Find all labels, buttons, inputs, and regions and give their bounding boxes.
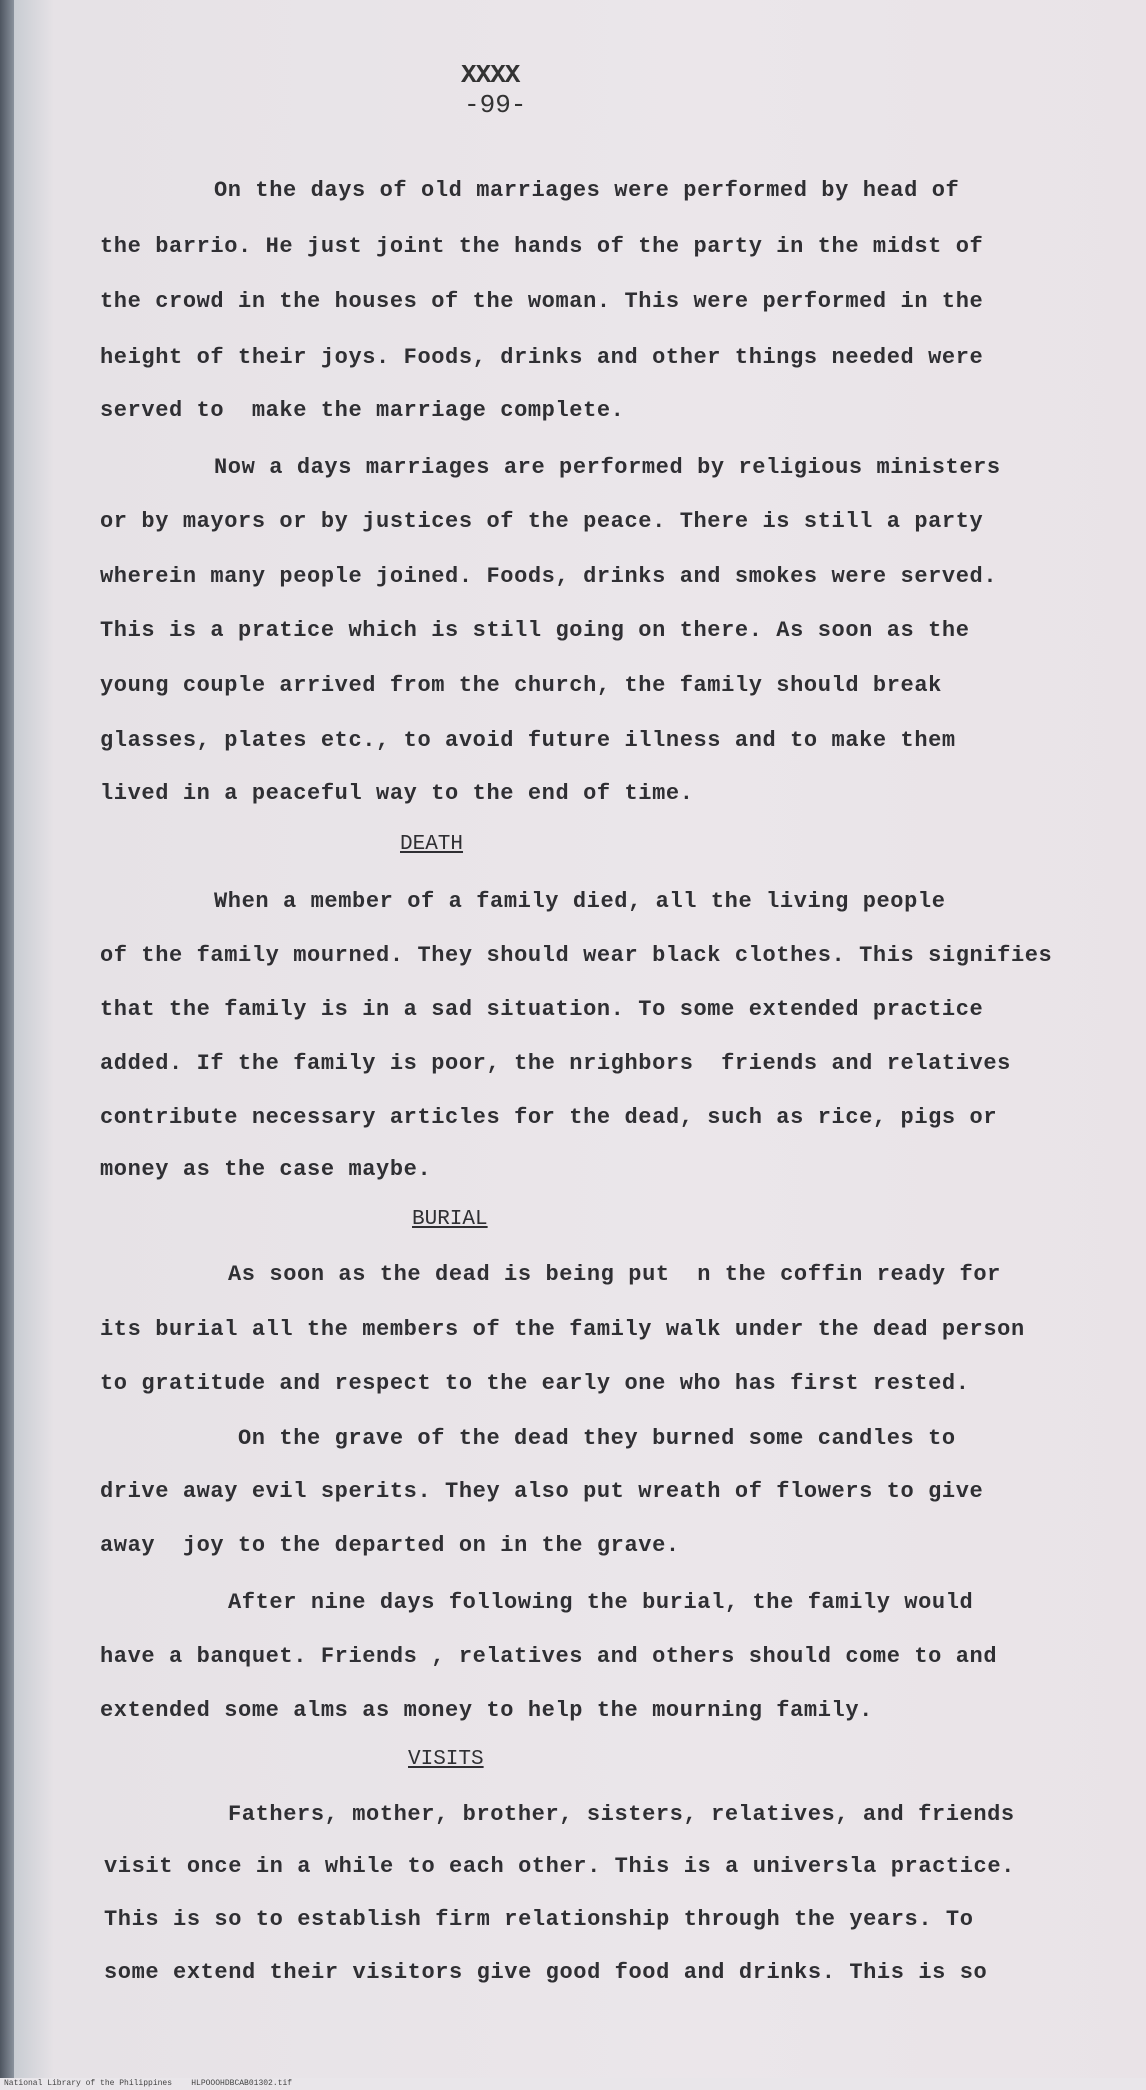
heading-death: DEATH (400, 833, 464, 856)
text-line: Fathers, mother, brother, sisters, relatives, and friends (228, 1802, 1015, 1827)
text-line: some extend their visitors give good food and drinks. This is so (104, 1960, 988, 1985)
text-line: Now a days marriages are performed by religious ministers (214, 455, 1001, 480)
text-line: added. If the family is poor, the nrighbors friends and relatives (100, 1051, 1011, 1076)
text-line: This is a pratice which is still going on there. As soon as the (100, 618, 970, 643)
text-line: On the grave of the dead they burned some candles to (238, 1426, 956, 1451)
text-line: This is so to establish firm relationship through the years. To (104, 1907, 974, 1932)
text-line: drive away evil sperits. They also put wreath of flowers to give (100, 1479, 984, 1504)
text-line: visit once in a while to each other. This is a universla practice. (104, 1854, 1015, 1879)
heading-burial: BURIAL (412, 1208, 488, 1231)
text-line: or by mayors or by justices of the peace. There is still a party (100, 509, 984, 534)
document-page (14, 0, 1146, 2078)
text-line: On the days of old marriages were performed by head of (214, 178, 960, 203)
text-line: the crowd in the houses of the woman. This were performed in the (100, 289, 984, 314)
text-line: glasses, plates etc., to avoid future illness and to make them (100, 728, 956, 753)
archive-footer: National Library of the Philippines HLPOOOHDBCAB01302.tif (0, 2078, 1146, 2090)
text-line: After nine days following the burial, the family would (228, 1590, 974, 1615)
text-line: that the family is in a sad situation. To some extended practice (100, 997, 984, 1022)
book-spine (0, 0, 14, 2090)
text-line: wherein many people joined. Foods, drinks and smokes were served. (100, 564, 998, 589)
text-line: lived in a peaceful way to the end of time. (100, 781, 694, 806)
heading-visits: VISITS (408, 1748, 484, 1771)
text-line: have a banquet. Friends , relatives and others should come to and (100, 1644, 998, 1669)
text-line: its burial all the members of the family walk under the dead person (100, 1317, 1025, 1342)
text-line: young couple arrived from the church, the family should break (100, 673, 942, 698)
text-line: height of their joys. Foods, drinks and other things needed were (100, 345, 984, 370)
text-line: When a member of a family died, all the living people (214, 889, 946, 914)
text-line: money as the case maybe. (100, 1157, 432, 1182)
text-line: extended some alms as money to help the mourning family. (100, 1698, 873, 1723)
page-number: -99- (464, 90, 527, 120)
text-line: the barrio. He just joint the hands of the party in the midst of (100, 234, 984, 259)
text-line: served to make the marriage complete. (100, 398, 625, 423)
crossed-out-marks: XXXX (461, 60, 520, 90)
text-line: to gratitude and respect to the early one who has first rested. (100, 1371, 970, 1396)
text-line: away joy to the departed on in the grave. (100, 1533, 680, 1558)
text-line: As soon as the dead is being put n the coffin ready for (228, 1262, 1001, 1287)
text-line: contribute necessary articles for the dead, such as rice, pigs or (100, 1105, 998, 1130)
text-line: of the family mourned. They should wear black clothes. This signifies (100, 943, 1053, 968)
